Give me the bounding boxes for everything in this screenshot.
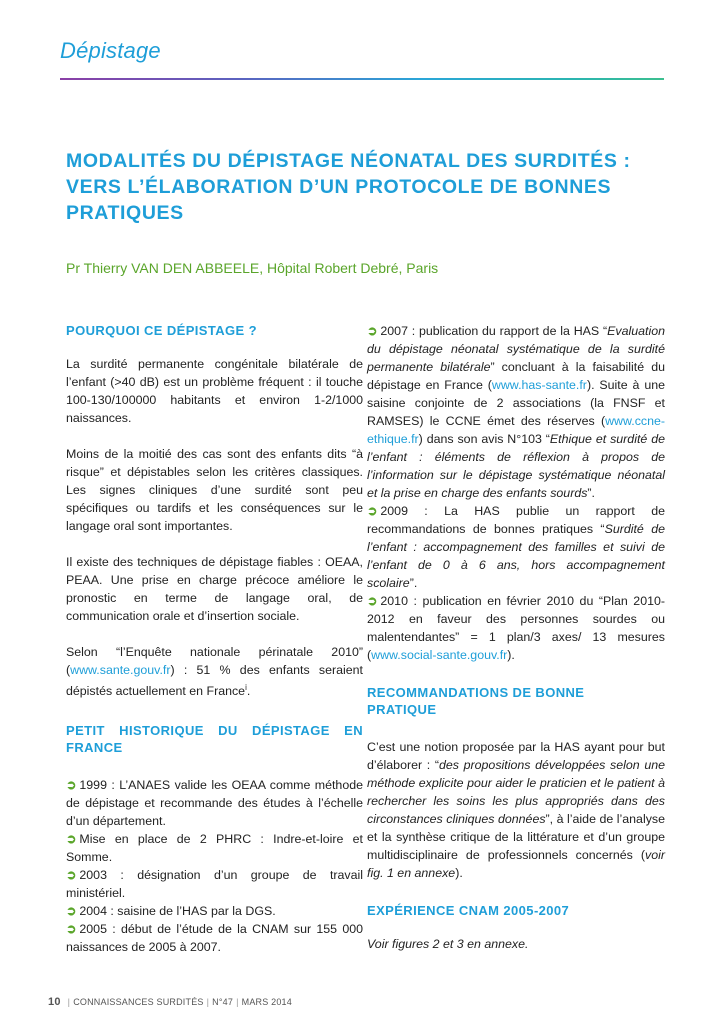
header-divider (60, 78, 664, 80)
issue-number: N°47 (212, 997, 234, 1007)
list-item: ➲ 2003 : désignation d’un groupe de travail ministériel. (66, 868, 363, 901)
paragraph: La surdité permanente congénitale bilatérale de l’enfant (>40 dB) est un problème fréquent : il touche 100-130/100000 habitants et environ 1-2/1000 naissances. (66, 357, 363, 425)
section-header (60, 38, 161, 64)
list-item: ➲ 2004 : saisine de l’HAS par la DGS. (66, 904, 276, 919)
link-sante[interactable]: www.sante.gouv.fr (70, 663, 171, 677)
paragraph: Voir figures 2 et 3 en annexe. (367, 937, 529, 951)
link-has-sante[interactable]: www.has-sante.fr (491, 378, 587, 392)
paragraph: C’est une notion proposée par la HAS ayant pour but d’élaborer : “des propositions développées selon une méthode explicite pour aider le praticien et le patient à rechercher les soins les plus appropriés dans des circonstances cliniques données”, à l’aide de l’analyse et la synthèse critique de la littérature et d’un groupe multidisciplinaire de professionnels concernés (voir fig. 1 en annexe). (367, 740, 665, 880)
arrow-icon: ➲ (367, 594, 378, 608)
left-column (66, 322, 363, 956)
link-ccne[interactable]: www.ccne-ethique.fr (367, 414, 665, 446)
link-social-sante[interactable]: www.social-sante.gouv.fr (371, 648, 508, 662)
list-item: ➲ 2005 : début de l’étude de la CNAM sur 155 000 naissances de 2005 à 2007. (66, 922, 363, 955)
heading-history: PETIT HISTORIQUE DU DÉPISTAGE EN FRANCE (66, 723, 363, 756)
article-author: Pr Thierry VAN DEN ABBEELE, Hôpital Robert Debré, Paris (66, 260, 439, 276)
arrow-icon: ➲ (66, 832, 77, 847)
paragraph: Moins de la moitié des cas sont des enfants dits “à risque” et dépistables selon les critères classiques. Les signes cliniques d’une surdité sont peu spécifiques ou tardifs et les conséquences sur le langage oral sont importantes. (66, 447, 363, 533)
arrow-icon: ➲ (66, 904, 77, 919)
title-line: PRATIQUES (66, 202, 184, 224)
list-item: ➲ 2007 : publication du rapport de la HAS “Evaluation du dépistage néonatal systématique de la surdité permanente bilatérale” concluant à la faisabilité du dépistage en France (www.has-sante.fr). Suite à une saisine conjointe de 2 associations (la FNSF et RAMSES) le CCNE émet des réserves (www.ccne-ethique.fr) dans son avis N°103 “Ethique et surdité de l’enfant : éléments de réflexion à propos de l’information sur le dépistage systématique néonatal et la prise en charge des enfants sourds”. (367, 324, 665, 500)
list-item: ➲ 1999 : L’ANAES valide les OEAA comme méthode de dépistage et recommande des études à l’échelle d’un département. (66, 778, 363, 829)
heading-why: POURQUOI CE DÉPISTAGE ? (66, 323, 257, 338)
list-item: ➲ Mise en place de 2 PHRC : Indre-et-loire et Somme. (66, 832, 363, 865)
arrow-icon: ➲ (367, 324, 378, 338)
list-item: ➲ 2009 : La HAS publie un rapport de recommandations de bonnes pratiques “Surdité de l’enfant : accompagnement des familles et suivi de l’enfant de 0 à 6 ans, hors accompagnement scolaire”. (367, 504, 665, 590)
heading-recommendations: RECOMMANDATIONS DE BONNE PRATIQUE (367, 685, 585, 717)
paragraph: Selon “l’Enquête nationale périnatale 2010” (www.sante.gouv.fr) : 51 % des enfants seraient dépistés actuellement en France$^i$. (66, 645, 363, 699)
paragraph: Il existe des techniques de dépistage fiables : OEAA, PEAA. Une prise en charge précoce améliore le pronostic en terme de langage oral, de communication orale et d’insertion sociale. (66, 555, 363, 623)
journal-name: CONNAISSANCES SURDITÉS (73, 997, 204, 1007)
section-title: Dépistage (60, 38, 161, 63)
arrow-icon: ➲ (66, 922, 77, 937)
issue-date: MARS 2014 (241, 997, 292, 1007)
title-line: MODALITÉS DU DÉPISTAGE NÉONATAL DES SURDITÉS : (66, 150, 631, 172)
list-item: ➲ 2010 : publication en février 2010 du “Plan 2010-2012 en faveur des personnes sourdes ou malentendantes” = 1 plan/3 axes/ 13 mesures (www.social-sante.gouv.fr). (367, 594, 665, 662)
article-title (66, 148, 666, 226)
page-footer: 10 | CONNAISSANCES SURDITÉS | N°47 | MARS 2014 (48, 996, 292, 1008)
arrow-icon: ➲ (66, 868, 77, 883)
arrow-icon: ➲ (66, 778, 77, 793)
footnote-marker: i (245, 683, 247, 692)
page-number: 10 (48, 996, 61, 1008)
heading-cnam: EXPÉRIENCE CNAM 2005-2007 (367, 903, 570, 918)
title-line: VERS L’ÉLABORATION D’UN PROTOCOLE DE BONNES (66, 176, 612, 198)
arrow-icon: ➲ (367, 504, 378, 518)
right-column (367, 322, 665, 953)
